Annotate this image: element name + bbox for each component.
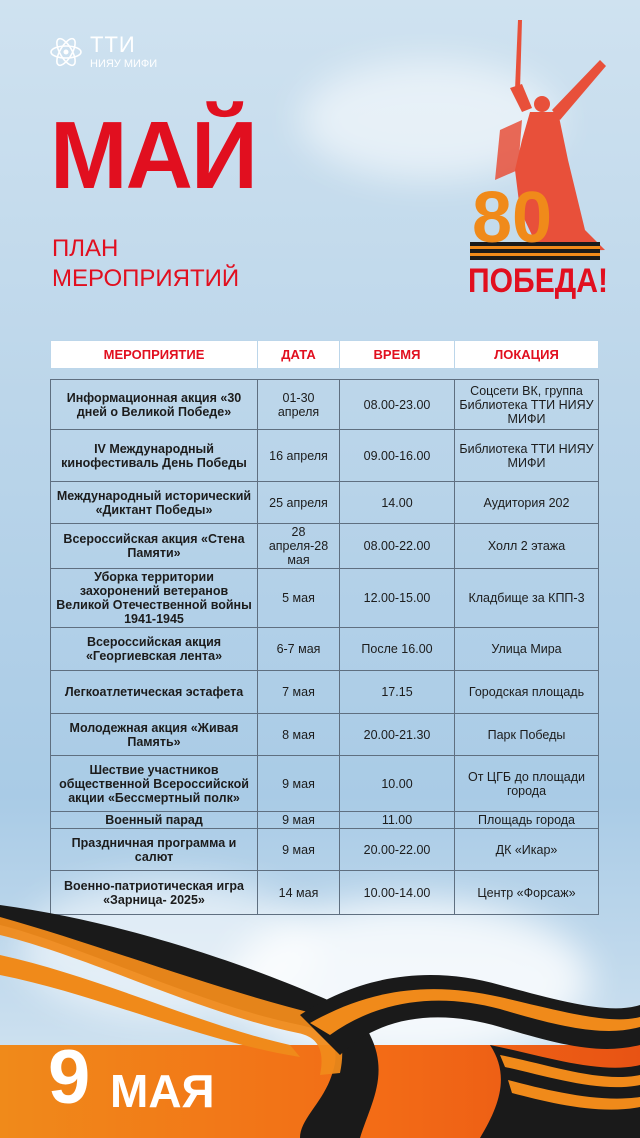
table-row: [51, 714, 599, 756]
date-cell: 9 мая: [258, 829, 340, 871]
event-cell: Всероссийская акция «Георгиевская лента»: [51, 628, 258, 671]
date-cell: 6-7 мая: [258, 628, 340, 671]
event-cell: Международный исторический «Диктант Победы»: [51, 482, 258, 524]
emblem-number: 80: [472, 178, 553, 258]
location-cell: Центр «Форсаж»: [455, 871, 599, 915]
time-cell: 10.00-14.00: [340, 871, 455, 915]
location-cell: Улица Мира: [455, 628, 599, 671]
emblem-word: ПОБЕДА!: [468, 262, 608, 300]
time-cell: 17.15: [340, 671, 455, 714]
event-cell: Праздничная программа и салют: [51, 829, 258, 871]
footer-month: МАЯ: [110, 1065, 215, 1117]
time-cell: После 16.00: [340, 628, 455, 671]
date-cell: 9 мая: [258, 756, 340, 812]
events-table: [50, 340, 599, 915]
logo: [48, 34, 157, 70]
event-cell: Всероссийская акция «Стена Памяти»: [51, 524, 258, 569]
date-cell: 28 апреля-28 мая: [258, 524, 340, 569]
time-cell: 09.00-16.00: [340, 430, 455, 482]
table-row: [51, 628, 599, 671]
table-row: [51, 430, 599, 482]
event-cell: Военный парад: [51, 812, 258, 829]
location-cell: Аудитория 202: [455, 482, 599, 524]
location-cell: Городская площадь: [455, 671, 599, 714]
date-cell: 9 мая: [258, 812, 340, 829]
location-cell: От ЦГБ до площади города: [455, 756, 599, 812]
time-cell: 08.00-23.00: [340, 380, 455, 430]
date-cell: 5 мая: [258, 569, 340, 628]
time-cell: 10.00: [340, 756, 455, 812]
time-cell: 12.00-15.00: [340, 569, 455, 628]
time-cell: 20.00-22.00: [340, 829, 455, 871]
page-subtitle: [52, 234, 239, 294]
table-row: [51, 482, 599, 524]
location-cell: Библиотека ТТИ НИЯУ МИФИ: [455, 430, 599, 482]
table-row: [51, 569, 599, 628]
table-row: [51, 380, 599, 430]
table-row: [51, 812, 599, 829]
header-event: МЕРОПРИЯТИЕ: [51, 341, 258, 369]
logo-subtitle: НИЯУ МИФИ: [90, 58, 158, 70]
event-cell: Легкоатлетическая эстафета: [51, 671, 258, 714]
subtitle-line-2: МЕРОПРИЯТИЙ: [52, 265, 240, 292]
header-time: ВРЕМЯ: [340, 341, 455, 369]
date-cell: 01-30 апреля: [258, 380, 340, 430]
st-george-ribbon: [0, 905, 640, 1138]
date-cell: 7 мая: [258, 671, 340, 714]
event-cell: Уборка территории захоронений ветеранов Великой Отечественной войны 1941-1945: [51, 569, 258, 628]
event-cell: Молодежная акция «Живая Память»: [51, 714, 258, 756]
table-header-row: [51, 341, 599, 369]
table-row: [51, 829, 599, 871]
date-cell: 25 апреля: [258, 482, 340, 524]
time-cell: 11.00: [340, 812, 455, 829]
table-row: [51, 756, 599, 812]
time-cell: 08.00-22.00: [340, 524, 455, 569]
date-cell: 14 мая: [258, 871, 340, 915]
table-row: [51, 671, 599, 714]
page-title: МАЙ: [50, 102, 256, 209]
logo-title: ТТИ: [90, 32, 136, 57]
time-cell: 20.00-21.30: [340, 714, 455, 756]
header-location: ЛОКАЦИЯ: [455, 341, 599, 369]
event-cell: IV Международный кинофестиваль День Победы: [51, 430, 258, 482]
atom-icon: [48, 34, 84, 70]
date-cell: 16 апреля: [258, 430, 340, 482]
time-cell: 14.00: [340, 482, 455, 524]
subtitle-line-1: ПЛАН: [52, 235, 119, 262]
location-cell: ДК «Икар»: [455, 829, 599, 871]
event-cell: Информационная акция «30 дней о Великой Победе»: [51, 380, 258, 430]
table-row: [51, 524, 599, 569]
location-cell: Парк Победы: [455, 714, 599, 756]
location-cell: Соцсети ВК, группа Библиотека ТТИ НИЯУ МИФИ: [455, 380, 599, 430]
victory-emblem: [460, 20, 610, 300]
date-cell: 8 мая: [258, 714, 340, 756]
footer-day: 9: [48, 1035, 91, 1120]
location-cell: Холл 2 этажа: [455, 524, 599, 569]
header-date: ДАТА: [258, 341, 340, 369]
location-cell: Кладбище за КПП-3: [455, 569, 599, 628]
location-cell: Площадь города: [455, 812, 599, 829]
event-cell: Шествие участников общественной Всероссийской акции «Бессмертный полк»: [51, 756, 258, 812]
event-cell: Военно-патриотическая игра «Зарница- 2025»: [51, 871, 258, 915]
